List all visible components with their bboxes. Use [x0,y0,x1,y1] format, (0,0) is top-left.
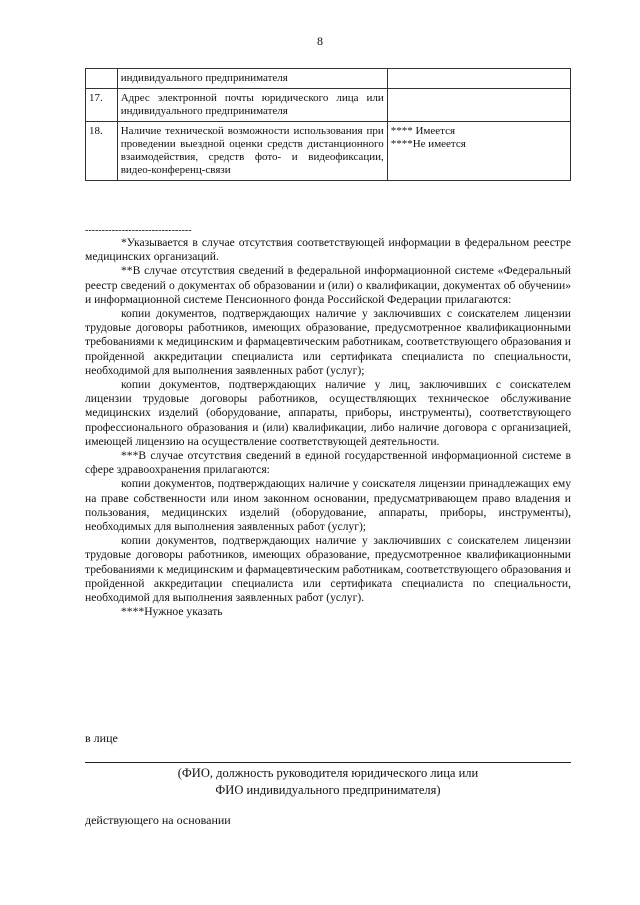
row-value [387,89,570,122]
page-number: 8 [317,34,323,48]
option-not-available: ****Не имеется [390,138,466,150]
option-available: **** Имеется [390,125,456,137]
footnote-separator: -------------------------------- [85,225,192,236]
footnote-3-item-1: копии документов, подтверждающих наличие у соискателя лицензии принадлежащих ему на праве собственности или ином законном основании, предусматривающем право владения и пользования, медицинских изделий (оборудование, аппараты, приборы, инструменты), необходимых для выполнения заявленных работ (услуг); [85,477,571,534]
footnote-2-item-2: копии документов, подтверждающих наличие у лиц, заключивших с соискателем лицензии трудовые договоры работников, осуществляющих техническое обслуживание медицинских изделий (оборудование, аппараты, приборы, инструменты), соответствующего профессионального образования и (или) квалификации, либо наличие договора с организацией, имеющей лицензию на осуществление соответствующей деятельности. [85,378,571,448]
row-description: Наличие технической возможности использования при проведении выездной оценки средств дистанционного взаимодействия, средств фото- и видеофиксации, видео-конференц-связи [117,122,387,181]
acting-basis-label: действующего на основании [85,813,231,827]
table-row [86,89,571,122]
in-face-label: в лице [85,731,118,745]
signature-caption-line-1: (ФИО, должность руководителя юридического лица или [177,766,479,780]
row-description: индивидуального предпринимателя [117,69,387,89]
row-description: Адрес электронной почты юридического лица или индивидуального предпринимателя [117,89,387,122]
footnote-4: ****Нужное указать [121,605,223,619]
footnote-3-item-2: копии документов, подтверждающих наличие у заключивших с соискателем лицензии трудовые договоры работников, имеющих образование, предусмотренное квалификационными требованиями к медицинским и фармацевтическим работникам, соответствующего образования и пройденной аккредитации специалиста или сертификата специалиста по специальности, необходимой для выполнения заявленных работ (услуг). [85,534,571,605]
row-value [387,69,570,89]
footnote-1: *Указывается в случае отсутствия соответствующей информации в федеральном реестре медицинских организаций. [85,236,571,264]
row-value [387,122,570,181]
footnote-2-item-1: копии документов, подтверждающих наличие у заключивших с соискателем лицензии трудовые договоры работников, имеющих образование, предусмотренное квалификационными требованиями к медицинским и фармацевтическим работникам, соответствующего образования и пройденной аккредитации специалиста или сертификата специалиста по специальности, необходимой для выполнения заявленных работ (услуг); [85,307,571,377]
footnote-2: **В случае отсутствия сведений в федеральной информационной системе «Федеральный реестр сведений о документах об образовании и (или) о квалификации, документах об обучении» и информационной системе Пенсионного фонда Российской Федерации прилагаются: [85,264,571,306]
signature-caption-line-2: ФИО индивидуального предпринимателя) [215,783,441,797]
row-number: 18. [86,122,118,181]
signature-line [85,762,571,763]
signature-caption [85,765,571,799]
footnotes [85,236,571,619]
table-row [86,69,571,89]
footnote-3: ***В случае отсутствия сведений в единой государственной информационной системе в сфере здравоохранения прилагаются: [85,449,571,477]
row-number: 17. [86,89,118,122]
application-table [85,68,571,181]
table-row [86,122,571,181]
row-number [86,69,118,89]
